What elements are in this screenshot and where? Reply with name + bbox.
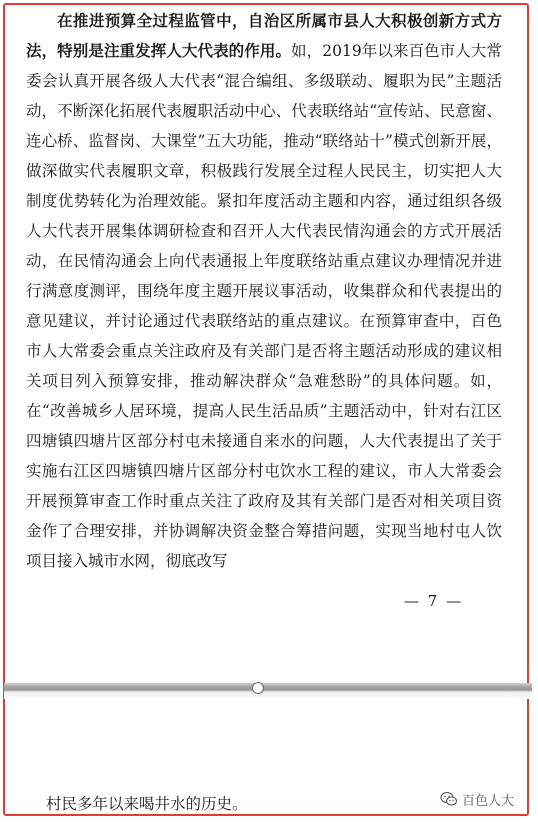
drag-handle-icon[interactable] bbox=[252, 682, 264, 694]
watermark-text: 百色人大 bbox=[462, 793, 515, 809]
lead-sentence: 在推进预算全过程监管中，自治区所属市县人大积极创新方式方法，特别是注重发挥人大代表的作用。 bbox=[26, 11, 502, 60]
document-page-upper bbox=[26, 6, 502, 576]
page-break-separator[interactable] bbox=[4, 683, 532, 699]
page-number: — 7 — bbox=[404, 592, 464, 610]
body-text: 如，2019年以来百色市人大常委会认真开展各级人大代表“混合编组、多级联动、履职为民”主题活动，不断深化拓展代表履职活动中心、代表联络站“宣传站、民意窗、连心桥、监督岗、大课堂”五大功能，推动“联络站十”模式创新开展，做深做实代表履职文章，积极践行发展全过程人民民主，切实把人大制度优势转化为治理效能。紧扣年度活动主题和内容，通过组织各级人大代表开展集体调研检查和召开人大代表民情沟通会的方式开展活动，在民情沟通会上向代表通报上年度联络站重点建议办理情况并进行满意度测评，围绕年度主题开展议事活动，收集群众和代表提出的意见建议，并讨论通过代表联络站的重点建议。在预算审查中，百色市人大常委会重点关注政府及有关部门是否将主题活动形成的建议相关项目列入预算安排，推动解决群众“急难愁盼”的具体问题。如，在“改善城乡人居环境，提高人民生活品质”主题活动中，针对右江区四塘镇四塘片区部分村屯未接通自来水的问题，人大代表提出了关于实施右江区四塘镇四塘片区部分村屯饮水工程的建议，市人大常委会开展预算审查工作时重点关注了政府及其有关部门是否对相关项目资金作了合理安排，并协调解决资金整合筹措问题，实现当地村屯人饮项目接入城市水网，彻底改写 bbox=[26, 42, 502, 570]
document-page-lower: 村民多年以来喝井水的历史。 bbox=[46, 795, 248, 813]
body-paragraph bbox=[26, 6, 502, 576]
source-watermark bbox=[440, 788, 514, 810]
wechat-icon bbox=[440, 791, 458, 807]
